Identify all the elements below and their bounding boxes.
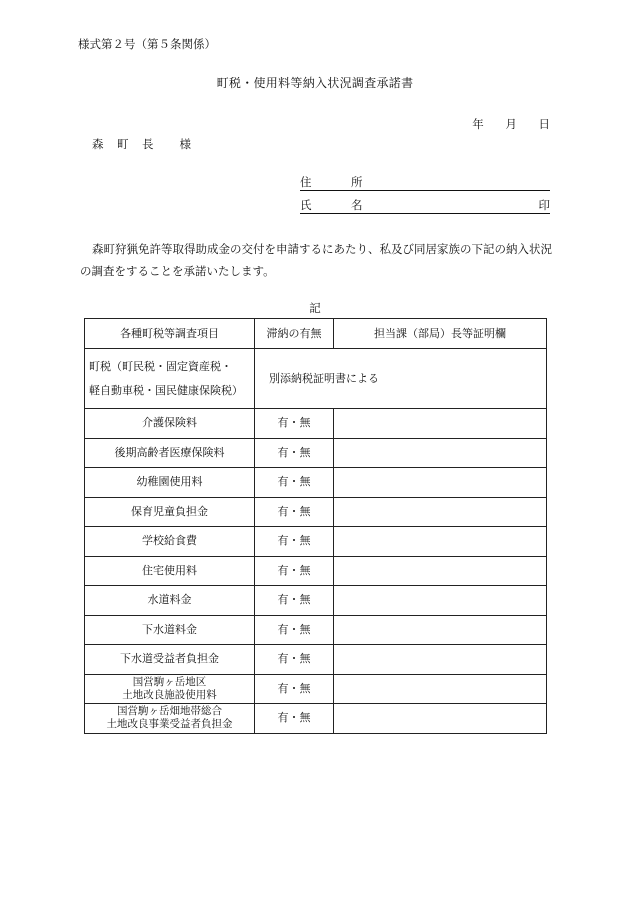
date-year: 年 [472,117,484,131]
row-certification[interactable] [334,497,547,527]
row-status[interactable]: 有・無 [255,409,334,439]
row-certification[interactable] [334,556,547,586]
document-title: 町税・使用料等納入状況調査承諾書 [216,76,414,90]
address-field[interactable] [300,174,550,191]
row-certification[interactable] [334,645,547,675]
table-row [85,468,547,498]
date-day: 日 [538,117,550,131]
row-item: 保育児童負担金 [85,497,255,527]
row-item: 下水道受益者負担金 [85,645,255,675]
consent-statement: 森町狩猟免許等取得助成金の交付を申請するにあたり、私及び同居家族の下記の納入状況の調査をすることを承諾いたします。 [80,242,552,278]
row-item: 介護保険料 [85,409,255,439]
town-tax-line2: 軽自動車税・国民健康保険税） [89,383,243,397]
row-item: 後期高齢者医療保険料 [85,438,255,468]
table-row [85,674,547,704]
seal-mark: 印 [538,198,550,212]
row-item-line1: 国営駒ヶ岳畑地帯総合 [117,705,222,718]
row-status[interactable]: 有・無 [255,468,334,498]
name-field[interactable] [300,197,550,214]
row-item-line1: 国営駒ヶ岳地区 [132,675,207,688]
row-status[interactable]: 有・無 [255,527,334,557]
header-arrears: 滞納の有無 [255,319,334,349]
row-item: 学校給食費 [85,527,255,557]
row-status[interactable]: 有・無 [255,586,334,616]
form-number: 様式第２号（第５条関係） [78,37,216,51]
row-item: 下水道料金 [85,615,255,645]
table-row-town-tax [85,349,547,409]
survey-table [84,318,547,734]
header-certification: 担当課（部局）長等証明欄 [334,319,547,349]
table-row [85,645,547,675]
town-tax-note: 別添納税証明書による [255,349,547,409]
row-item: 住宅使用料 [85,556,255,586]
row-item: 幼稚園使用料 [85,468,255,498]
row-item-line2: 土地改良施設使用料 [122,688,217,701]
row-status[interactable]: 有・無 [255,704,334,734]
row-certification[interactable] [334,704,547,734]
address-label: 住 所 [300,175,377,189]
row-certification[interactable] [334,586,547,616]
row-certification[interactable] [334,674,547,704]
row-certification[interactable] [334,468,547,498]
row-status[interactable]: 有・無 [255,497,334,527]
row-status[interactable]: 有・無 [255,438,334,468]
row-status[interactable]: 有・無 [255,556,334,586]
row-certification[interactable] [334,409,547,439]
table-row [85,556,547,586]
row-item: 水道料金 [85,586,255,616]
row-item [85,674,255,704]
row-status[interactable]: 有・無 [255,615,334,645]
row-item [85,704,255,734]
table-row [85,409,547,439]
row-item-line2: 土地改良事業受益者負担金 [106,718,233,731]
date-line [454,116,550,132]
row-status[interactable]: 有・無 [255,645,334,675]
ki-heading: 記 [309,301,321,315]
addressee: 森 町 長 様 [92,137,192,151]
name-label: 氏 名 [300,198,377,212]
date-month: 月 [505,117,517,131]
row-certification[interactable] [334,527,547,557]
table-row [85,438,547,468]
town-tax-line1: 町税（町民税・固定資産税・ [89,359,232,373]
row-certification[interactable] [334,615,547,645]
table-header-row [85,319,547,349]
table-row [85,704,547,734]
header-item: 各種町税等調査項目 [85,319,255,349]
table-row [85,615,547,645]
table-row [85,497,547,527]
row-status[interactable]: 有・無 [255,674,334,704]
row-certification[interactable] [334,438,547,468]
town-tax-item [85,349,255,409]
table-row [85,586,547,616]
table-row [85,527,547,557]
